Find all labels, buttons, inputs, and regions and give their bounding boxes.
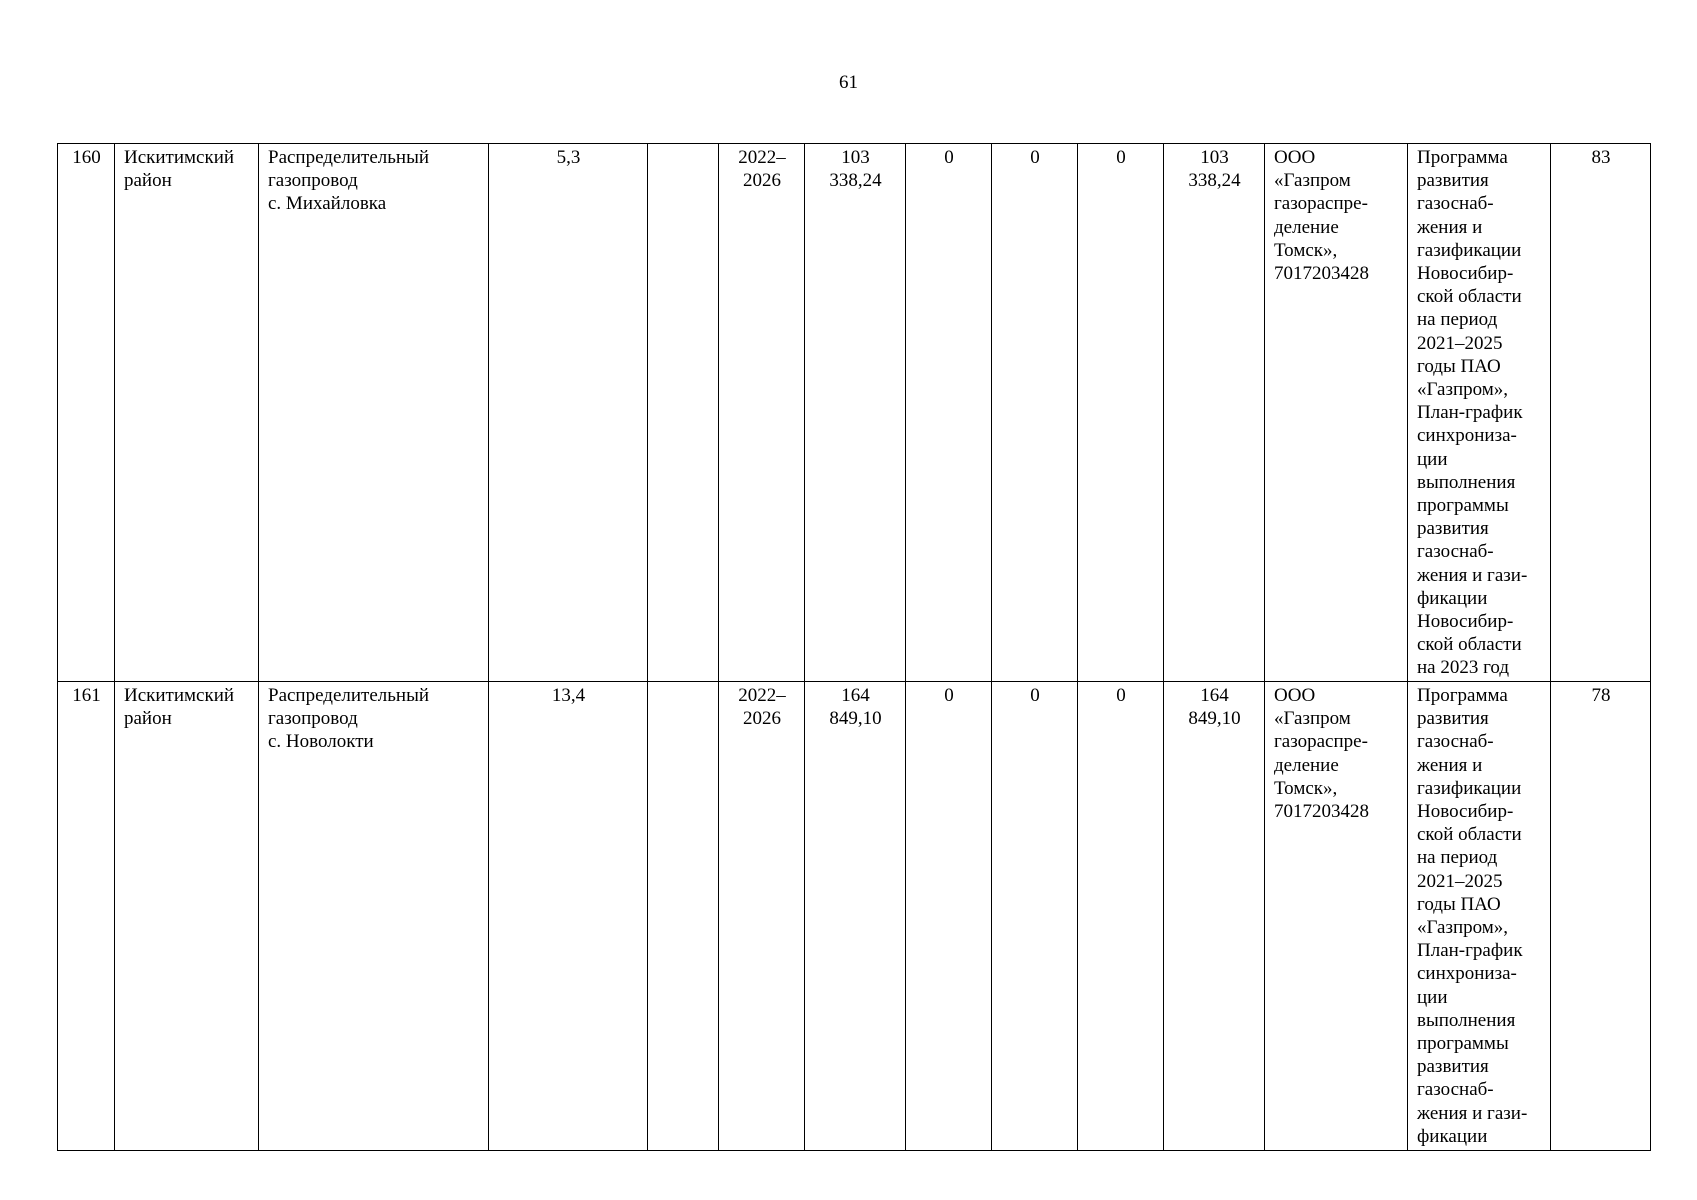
district-name: Искитимский район	[124, 147, 235, 192]
total-value: 103 338,24	[829, 147, 882, 192]
length-value: 13,4	[551, 685, 586, 706]
district-cell	[115, 144, 259, 682]
value-cell-4	[1164, 682, 1265, 1151]
district-name: Искитимский район	[124, 685, 235, 730]
basis-text: Программа развития газоснаб- жения и газификации Новосибир- ской области на период 2021–2025 годы ПАО «Газпром», План-график синхрониза- ции выполнения программы развития газоснаб- жения и гази- фикации Новосибир- ской области на 2023 год	[1417, 147, 1528, 679]
data-table	[57, 143, 1651, 1151]
length-value: 5,3	[556, 147, 581, 168]
value-4: 164 849,10	[1188, 685, 1241, 730]
period-cell	[719, 682, 805, 1151]
row-number: 161	[72, 685, 101, 706]
last-value: 78	[1591, 685, 1611, 706]
empty-cell	[648, 144, 719, 682]
value-cell-2	[992, 144, 1078, 682]
page-number: 61	[839, 72, 858, 93]
value-cell-1	[906, 144, 992, 682]
value-1: 0	[944, 147, 954, 168]
object-cell	[259, 682, 489, 1151]
executor-cell	[1265, 144, 1408, 682]
period-value: 2022– 2026	[738, 685, 786, 730]
total-cell	[805, 144, 906, 682]
table-row	[58, 144, 1651, 682]
object-cell	[259, 144, 489, 682]
table-row	[58, 682, 1651, 1151]
value-cell-3	[1078, 144, 1164, 682]
period-cell	[719, 144, 805, 682]
value-1: 0	[944, 685, 954, 706]
basis-cell	[1408, 682, 1551, 1151]
value-4: 103 338,24	[1188, 147, 1241, 192]
value-3: 0	[1116, 147, 1126, 168]
value-2: 0	[1030, 685, 1040, 706]
empty-cell	[648, 682, 719, 1151]
basis-text: Программа развития газоснаб- жения и газификации Новосибир- ской области на период 2021–2025 годы ПАО «Газпром», План-график синхрониза- ции выполнения программы развития газоснаб- жения и гази- фикации	[1417, 685, 1528, 1147]
value-2: 0	[1030, 147, 1040, 168]
period-value: 2022– 2026	[738, 147, 786, 192]
executor-text: ООО «Газпром газораспре- деление Томск», 7017203428	[1274, 685, 1369, 823]
row-number-cell	[58, 682, 115, 1151]
total-value: 164 849,10	[829, 685, 882, 730]
value-cell-4	[1164, 144, 1265, 682]
object-name: Распределительный газопровод с. Новолокти	[268, 685, 430, 753]
last-cell	[1551, 682, 1651, 1151]
executor-text: ООО «Газпром газораспре- деление Томск», 7017203428	[1274, 147, 1369, 285]
value-cell-1	[906, 682, 992, 1151]
row-number: 160	[72, 147, 101, 168]
value-cell-2	[992, 682, 1078, 1151]
executor-cell	[1265, 682, 1408, 1151]
value-3: 0	[1116, 685, 1126, 706]
last-cell	[1551, 144, 1651, 682]
value-cell-3	[1078, 682, 1164, 1151]
total-cell	[805, 682, 906, 1151]
object-name: Распределительный газопровод с. Михайловка	[268, 147, 430, 215]
row-number-cell	[58, 144, 115, 682]
basis-cell	[1408, 144, 1551, 682]
length-cell	[489, 144, 648, 682]
length-cell	[489, 682, 648, 1151]
district-cell	[115, 682, 259, 1151]
last-value: 83	[1591, 147, 1611, 168]
